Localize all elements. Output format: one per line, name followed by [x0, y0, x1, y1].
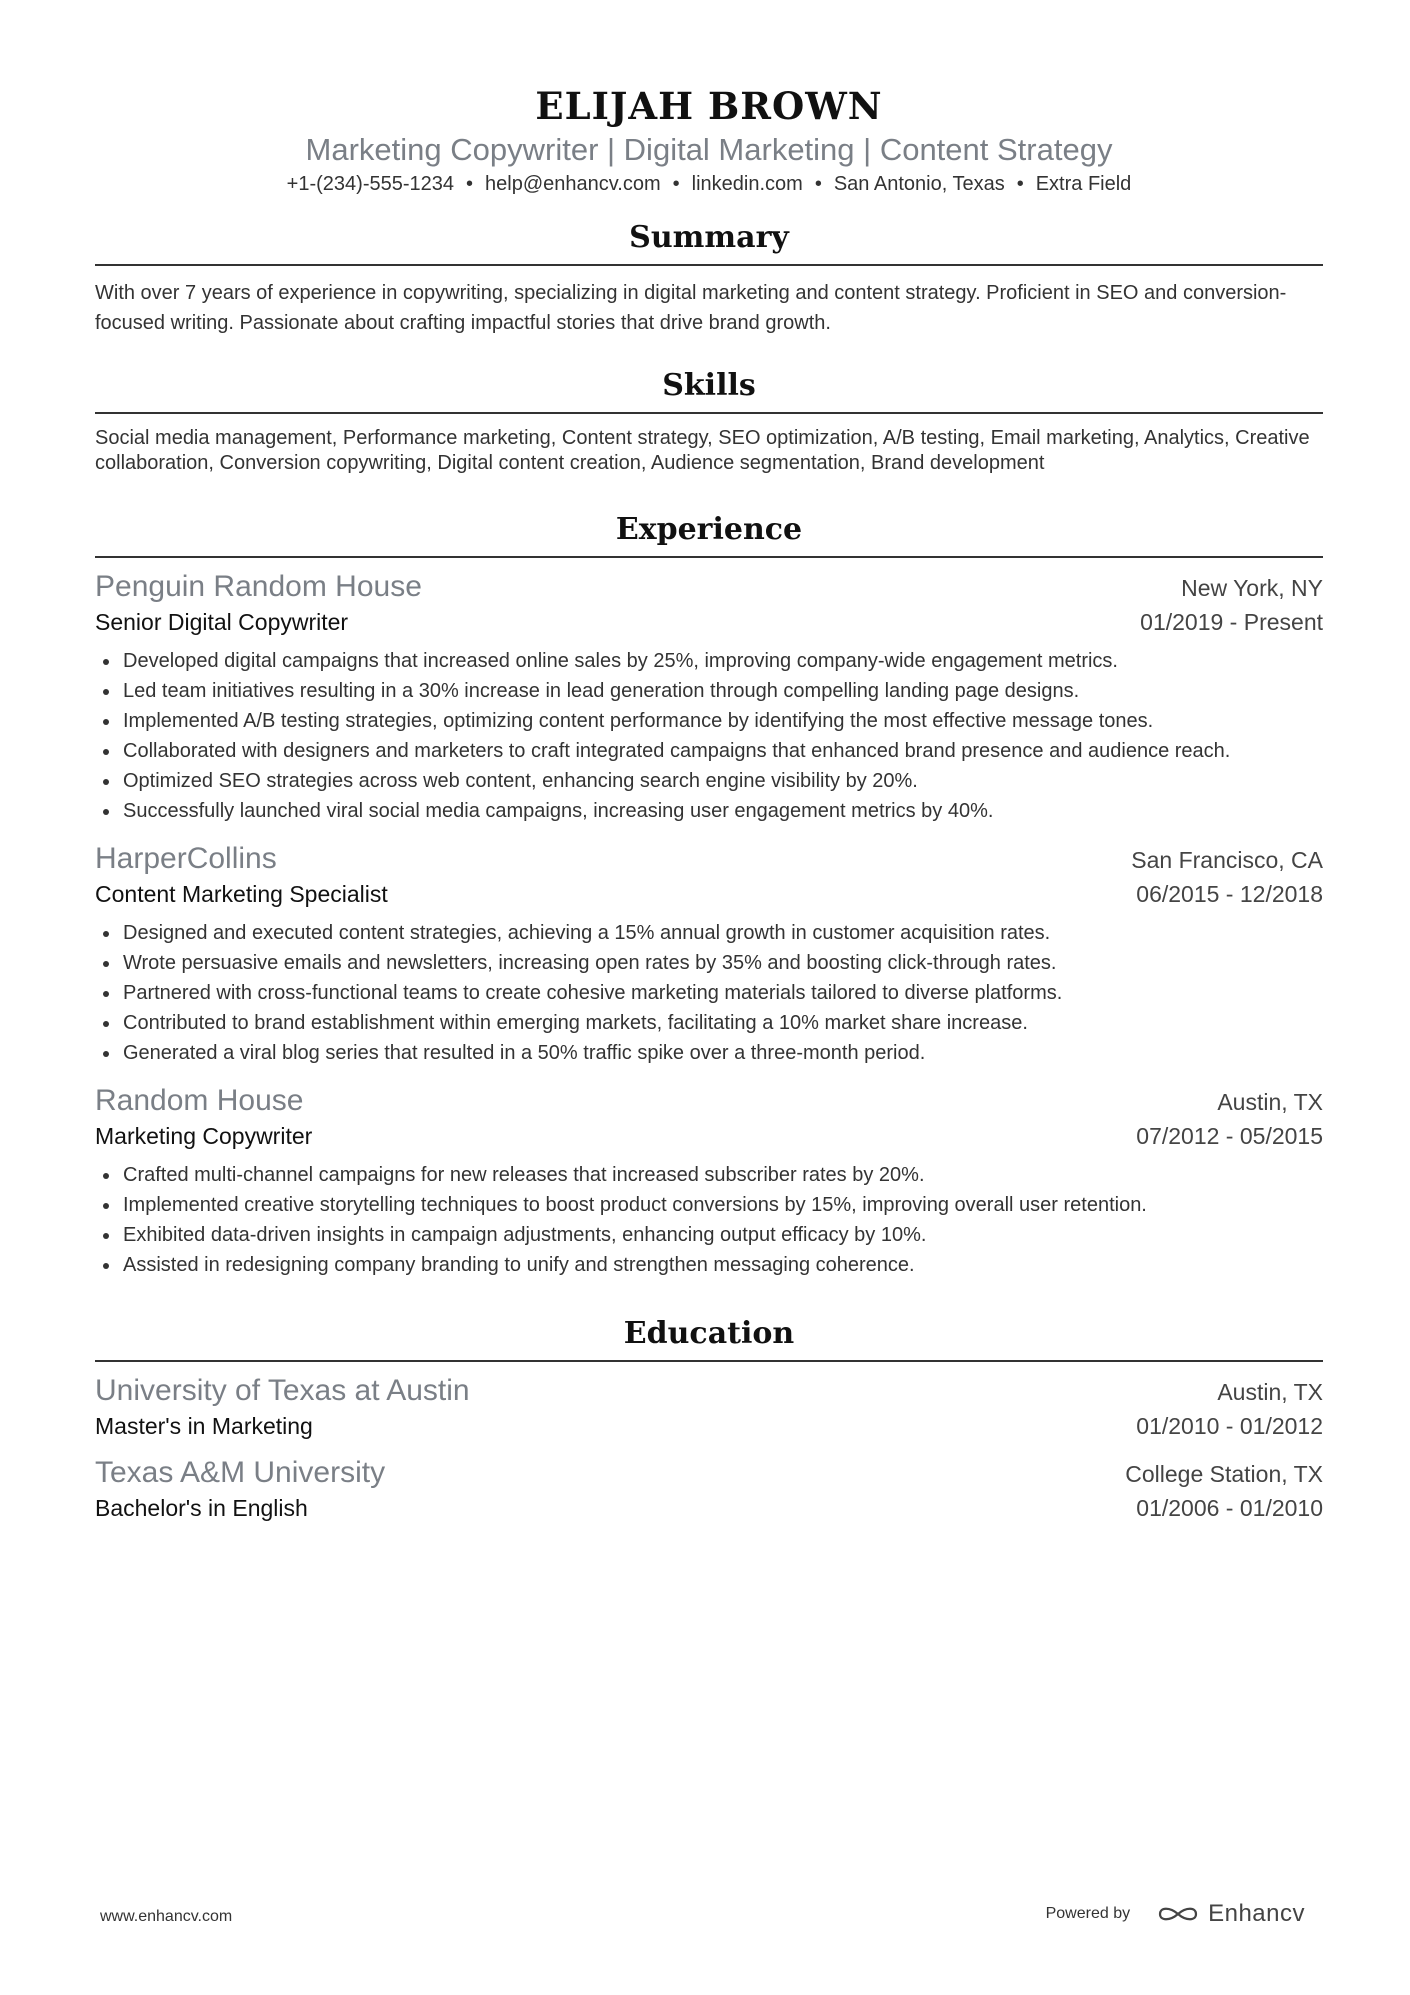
job-role: Senior Digital Copywriter: [95, 609, 349, 635]
job-bullets: [95, 646, 1323, 826]
education-dates: 01/2010 - 01/2012: [1136, 1413, 1323, 1439]
education-entry: [95, 1454, 1323, 1524]
job-entry: [95, 1082, 1323, 1280]
job-entry: [95, 568, 1323, 826]
enhancv-logo-icon: [1156, 1902, 1200, 1926]
enhancv-brand: Enhancv: [1208, 1900, 1305, 1927]
bullet-separator: •: [672, 173, 680, 195]
skills-text: Social media management, Performance marketing, Content strategy, SEO optimization, A/B testing, Email marketing, Analytics, Creative collaboration, Conversion copywriting, Digital content creation, Audience segmentation, Brand development: [95, 427, 1310, 474]
job-bullet: Successfully launched viral social media campaigns, increasing user engagement metrics by 40%.: [95, 796, 1323, 826]
footer-website[interactable]: www.enhancv.com: [100, 1908, 233, 1925]
education-dates: 01/2006 - 01/2010: [1136, 1495, 1323, 1521]
job-bullet: Implemented creative storytelling techniques to boost product conversions by 15%, improving overall user retention.: [95, 1190, 1323, 1220]
job-company: Penguin Random House: [95, 570, 422, 603]
section-divider: [95, 1360, 1323, 1362]
bullet-separator: •: [814, 173, 822, 195]
job-location: Austin, TX: [1217, 1089, 1323, 1115]
job-bullet: Crafted multi-channel campaigns for new releases that increased subscriber rates by 20%.: [95, 1160, 1323, 1190]
experience-section: [95, 510, 1323, 1280]
job-bullet: Developed digital campaigns that increased online sales by 25%, improving company-wide engagement metrics.: [95, 646, 1323, 676]
degree: Bachelor's in English: [95, 1495, 308, 1521]
job-role: Content Marketing Specialist: [95, 881, 388, 907]
education-entry: [95, 1372, 1323, 1442]
job-bullets: [95, 918, 1323, 1068]
job-bullet: Designed and executed content strategies, achieving a 15% annual growth in customer acquisition rates.: [95, 918, 1323, 948]
experience-heading: Experience: [615, 512, 803, 547]
job-bullet: Optimized SEO strategies across web content, enhancing search engine visibility by 20%.: [95, 766, 1323, 796]
powered-by-label: Powered by: [1045, 1905, 1131, 1922]
school-name: University of Texas at Austin: [95, 1374, 470, 1407]
job-dates: 07/2012 - 05/2015: [1136, 1123, 1323, 1149]
job-bullet: Collaborated with designers and marketers to craft integrated campaigns that enhanced brand presence and audience reach.: [95, 736, 1323, 766]
job-role: Marketing Copywriter: [95, 1123, 313, 1149]
section-divider: [95, 264, 1323, 266]
job-bullet: Generated a viral blog series that resulted in a 50% traffic spike over a three-month period.: [95, 1038, 1323, 1068]
contact-location: San Antonio, Texas: [833, 173, 1005, 195]
degree: Master's in Marketing: [95, 1413, 313, 1439]
bullet-separator: •: [1016, 173, 1024, 195]
school-location: Austin, TX: [1217, 1379, 1323, 1405]
summary-text: With over 7 years of experience in copywriting, specializing in digital marketing and content strategy. Proficient in SEO and conversion-focused writing. Passionate about crafting impactful stories that drive brand growth.: [95, 282, 1287, 334]
resume-page: [95, 0, 1323, 1524]
job-dates: 01/2019 - Present: [1140, 609, 1323, 635]
contact-linkedin: linkedin.com: [691, 173, 803, 195]
education-section: [95, 1314, 1323, 1524]
skills-heading: Skills: [662, 368, 756, 403]
job-bullet: Assisted in redesigning company branding to unify and strengthen messaging coherence.: [95, 1250, 1323, 1280]
skills-section: [95, 366, 1323, 476]
school-location: College Station, TX: [1125, 1461, 1323, 1487]
section-divider: [95, 556, 1323, 558]
job-bullet: Exhibited data-driven insights in campaign adjustments, enhancing output efficacy by 10%.: [95, 1220, 1323, 1250]
job-company: HarperCollins: [95, 842, 277, 875]
candidate-title: Marketing Copywriter | Digital Marketing | Content Strategy: [305, 132, 1113, 167]
job-bullet: Contributed to brand establishment within emerging markets, facilitating a 10% market share increase.: [95, 1008, 1323, 1038]
job-location: New York, NY: [1181, 575, 1323, 601]
education-heading: Education: [623, 1316, 795, 1351]
job-entry: [95, 840, 1323, 1068]
bullet-separator: •: [466, 173, 474, 195]
contact-phone: +1-(234)-555-1234: [286, 173, 455, 195]
job-dates: 06/2015 - 12/2018: [1136, 881, 1323, 907]
job-bullet: Wrote persuasive emails and newsletters, increasing open rates by 35% and boosting click-through rates.: [95, 948, 1323, 978]
job-company: Random House: [95, 1084, 304, 1117]
job-bullet: Led team initiatives resulting in a 30% increase in lead generation through compelling landing page designs.: [95, 676, 1323, 706]
resume-header: [95, 0, 1323, 198]
section-divider: [95, 412, 1323, 414]
contact-extra: Extra Field: [1035, 173, 1132, 195]
job-location: San Francisco, CA: [1131, 847, 1323, 873]
summary-section: [95, 218, 1323, 338]
footer-branding: [1046, 1900, 1305, 1928]
candidate-name: ELIJAH BROWN: [535, 84, 883, 128]
contact-email: help@enhancv.com: [485, 173, 661, 195]
job-bullet: Implemented A/B testing strategies, optimizing content performance by identifying the most effective message tones.: [95, 706, 1323, 736]
job-bullet: Partnered with cross-functional teams to create cohesive marketing materials tailored to diverse platforms.: [95, 978, 1323, 1008]
school-name: Texas A&M University: [95, 1456, 386, 1489]
summary-heading: Summary: [629, 220, 789, 255]
job-bullets: [95, 1160, 1323, 1280]
contact-line: [95, 170, 1323, 198]
